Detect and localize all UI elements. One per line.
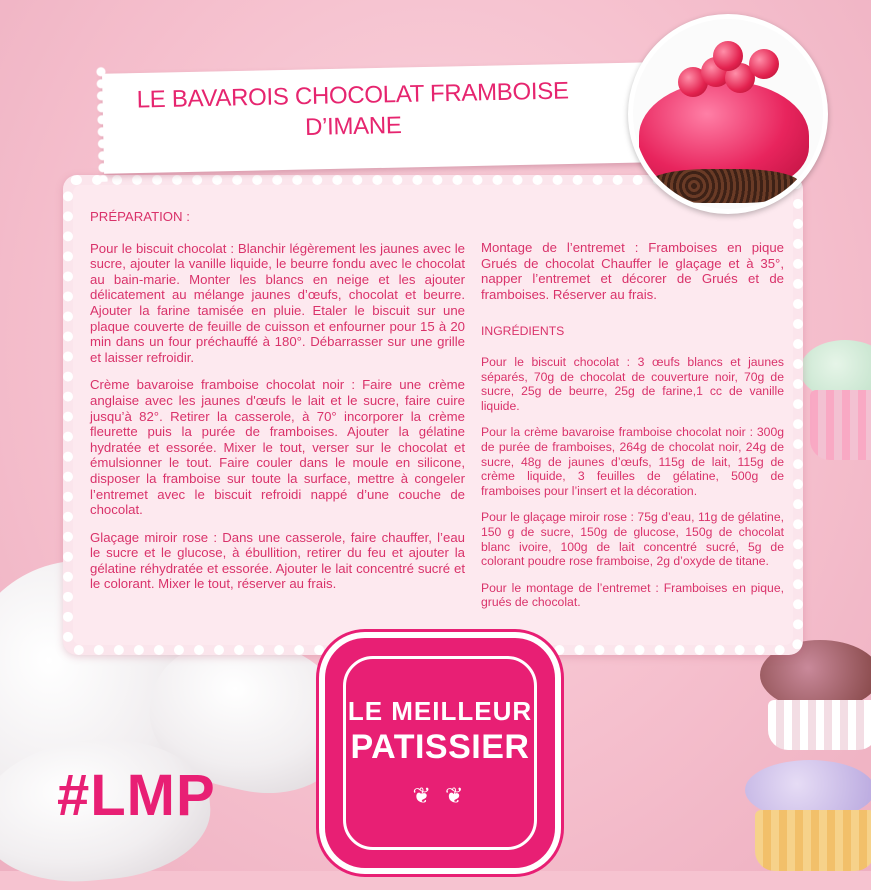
ingredient-group: Pour la crème bavaroise framboise chocolat noir : 300g de purée de framboises, 264g de chocolat noir, 24g de sucre, 48g de jaunes d’œufs, 115g de lait, 115g de crème liquide, 3 feuilles de gélatine, 500g de framboises pour l’insert et la décoration.	[481, 425, 784, 498]
ingredients-heading: INGRÉDIENTS	[481, 324, 565, 339]
preparation-step: Glaçage miroir rose : Dans une casserole, faire chauffer, l’eau le sucre et le glucose, à ébullition, retirer du feu et ajouter la gélatine réhydratée et essorée. Ajouter le lait concentré sucré et le colorant. Mixer le tout, réserver au frais.	[90, 529, 465, 592]
cupcake-image	[760, 640, 871, 750]
cupcake-image	[745, 760, 871, 871]
ingredient-group: Pour le montage de l’entremet : Framboises en pique, grués de chocolat.	[481, 580, 784, 610]
cake-photo	[628, 14, 828, 214]
cupcake-image	[800, 340, 871, 460]
ingredients-section	[481, 240, 784, 622]
recipe-title	[102, 75, 603, 147]
preparation-section	[90, 209, 465, 604]
preparation-step: Pour le biscuit chocolat : Blanchir légèrement les jaunes avec le sucre, ajouter la vanille liquide, le beurre fondu avec le chocolat au bain-marie. Monter les blancs en neige et les ajouter délicatement au mélange jaunes d’œufs, chocolat et beurre. Ajouter la farine tamisée en pluie. Etaler le biscuit sur une plaque couverte de feuille de cuisson et enfourner pour 15 à 20 min dans un four préchauffé à 180°. Débarrasser sur une grille et laisser refroidir.	[90, 240, 465, 365]
preparation-step: Montage de l’entremet : Framboises en pique Grués de chocolat Chauffer le glaçage et à 35°, napper l’entremet et décorer de Grués et de framboises. Réserver au frais.	[481, 240, 784, 302]
raspberry-icon	[749, 49, 779, 79]
ingredient-group: Pour le biscuit chocolat : 3 œufs blancs et jaunes séparés, 70g de chocolat de couverture noir, 70g de sucre, 25g de beurre, 25g de farine,1 cc de vanille liquide.	[481, 354, 784, 413]
ingredient-group: Pour le glaçage miroir rose : 75g d’eau, 11g de gélatine, 150 g de sucre, 150g de glucose, 150g de chocolat blanc ivoire, 100g de lait concentré sucré, 5g de colorant poudre rose framboise, 2g d’oxyde de titane.	[481, 510, 784, 569]
ornament-icon: ❦ ❦	[412, 783, 468, 808]
recipe-title-line1: LE BAVAROIS CHOCOLAT FRAMBOISE	[136, 77, 569, 114]
logo-text-line2: PATISSIER	[350, 728, 530, 766]
recipe-title-line2: D’IMANE	[304, 111, 402, 142]
le-meilleur-patissier-logo	[325, 638, 555, 868]
hashtag: #LMP	[57, 763, 216, 828]
preparation-step: Crème bavaroise framboise chocolat noir : Faire une crème anglaise avec les jaunes d'œufs le lait et le sucre, faire cuire jusqu’à 82°. Retirer la casserole, à 70° incorporer la crème fleurette puis la purée de framboises. Ajouter la gélatine hydratée et essorée. Mixer le tout, verser sur le chocolat et émulsionner le tout. Faire couler dans le moule en silicone, disposer la framboise sur toute la surface, mettre à congeler l’entremet avec le biscuit refroidi nappé d’une couche de chocolat.	[90, 377, 465, 518]
logo-text-line1: LE MEILLEUR	[347, 696, 533, 726]
preparation-heading: PRÉPARATION :	[90, 209, 190, 224]
cake-base	[649, 169, 799, 203]
raspberry-icon	[713, 41, 743, 71]
